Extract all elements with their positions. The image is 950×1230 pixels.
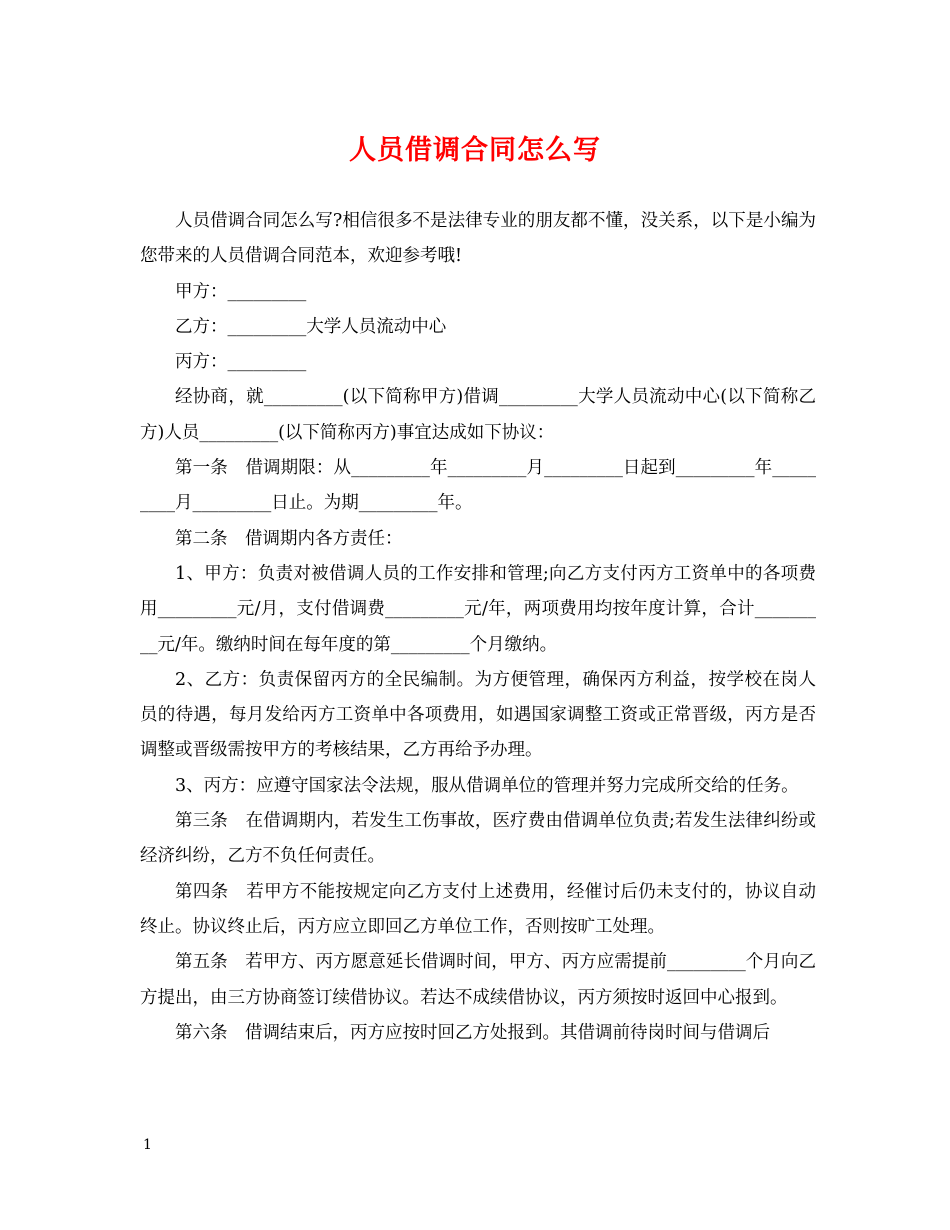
article-4: 第四条 若甲方不能按规定向乙方支付上述费用，经催讨后仍未支付的，协议自动终止。协议终止后，丙方应立即回乙方单位工作，否则按旷工处理。 (140, 881, 816, 937)
document-body (140, 204, 816, 1051)
party-a-line: 甲方：_________ (175, 281, 307, 302)
party-b-line: 乙方：_________大学人员流动中心 (175, 316, 447, 337)
article-1: 第一条 借调期限：从_________年_________月_________日起到_________年_________月_________日止。为期_________年。 (140, 458, 816, 514)
intro-paragraph: 人员借调合同怎么写?相信很多不是法律专业的朋友都不懂，没关系，以下是小编为您带来的人员借调合同范本，欢迎参考哦! (140, 211, 816, 267)
party-c-line: 丙方：_________ (175, 352, 307, 373)
article-2-item-2: 2、乙方：负责保留丙方的全民编制。为方便管理，确保丙方利益，按学校在岗人员的待遇，每月发给丙方工资单中各项费用，如遇国家调整工资或正常晋级，丙方是否调整或晋级需按甲方的考核结果，乙方再给予办理。 (140, 669, 816, 761)
article-2-item-3: 3、丙方：应遵守国家法令法规，服从借调单位的管理并努力完成所交给的任务。 (175, 775, 799, 796)
article-2-heading: 第二条 借调期内各方责任： (175, 528, 403, 549)
document-title: 人员借调合同怎么写 (349, 135, 601, 166)
article-6: 第六条 借调结束后，丙方应按时回乙方处报到。其借调前待岗时间与借调后 (175, 1022, 770, 1043)
agreement-preamble: 经协商，就_________(以下简称甲方)借调_________大学人员流动中心(以下简称乙方)人员_________(以下简称丙方)事宜达成如下协议： (140, 387, 816, 443)
article-3: 第三条 在借调期内，若发生工伤事故，医疗费由借调单位负责;若发生法律纠纷或经济纠纷，乙方不负任何责任。 (140, 811, 816, 867)
page-number: 1 (143, 1137, 152, 1153)
article-5: 第五条 若甲方、丙方愿意延长借调时间，甲方、丙方应需提前_________个月向乙方提出，由三方协商签订续借协议。若达不成续借协议，丙方须按时返回中心报到。 (140, 952, 816, 1008)
article-2-item-1: 1、甲方：负责对被借调人员的工作安排和管理;向乙方支付丙方工资单中的各项费用_________元/月，支付借调费_________元/年，两项费用均按年度计算，合计_________元/年。缴纳时间在每年度的第_________个月缴纳。 (140, 563, 816, 655)
